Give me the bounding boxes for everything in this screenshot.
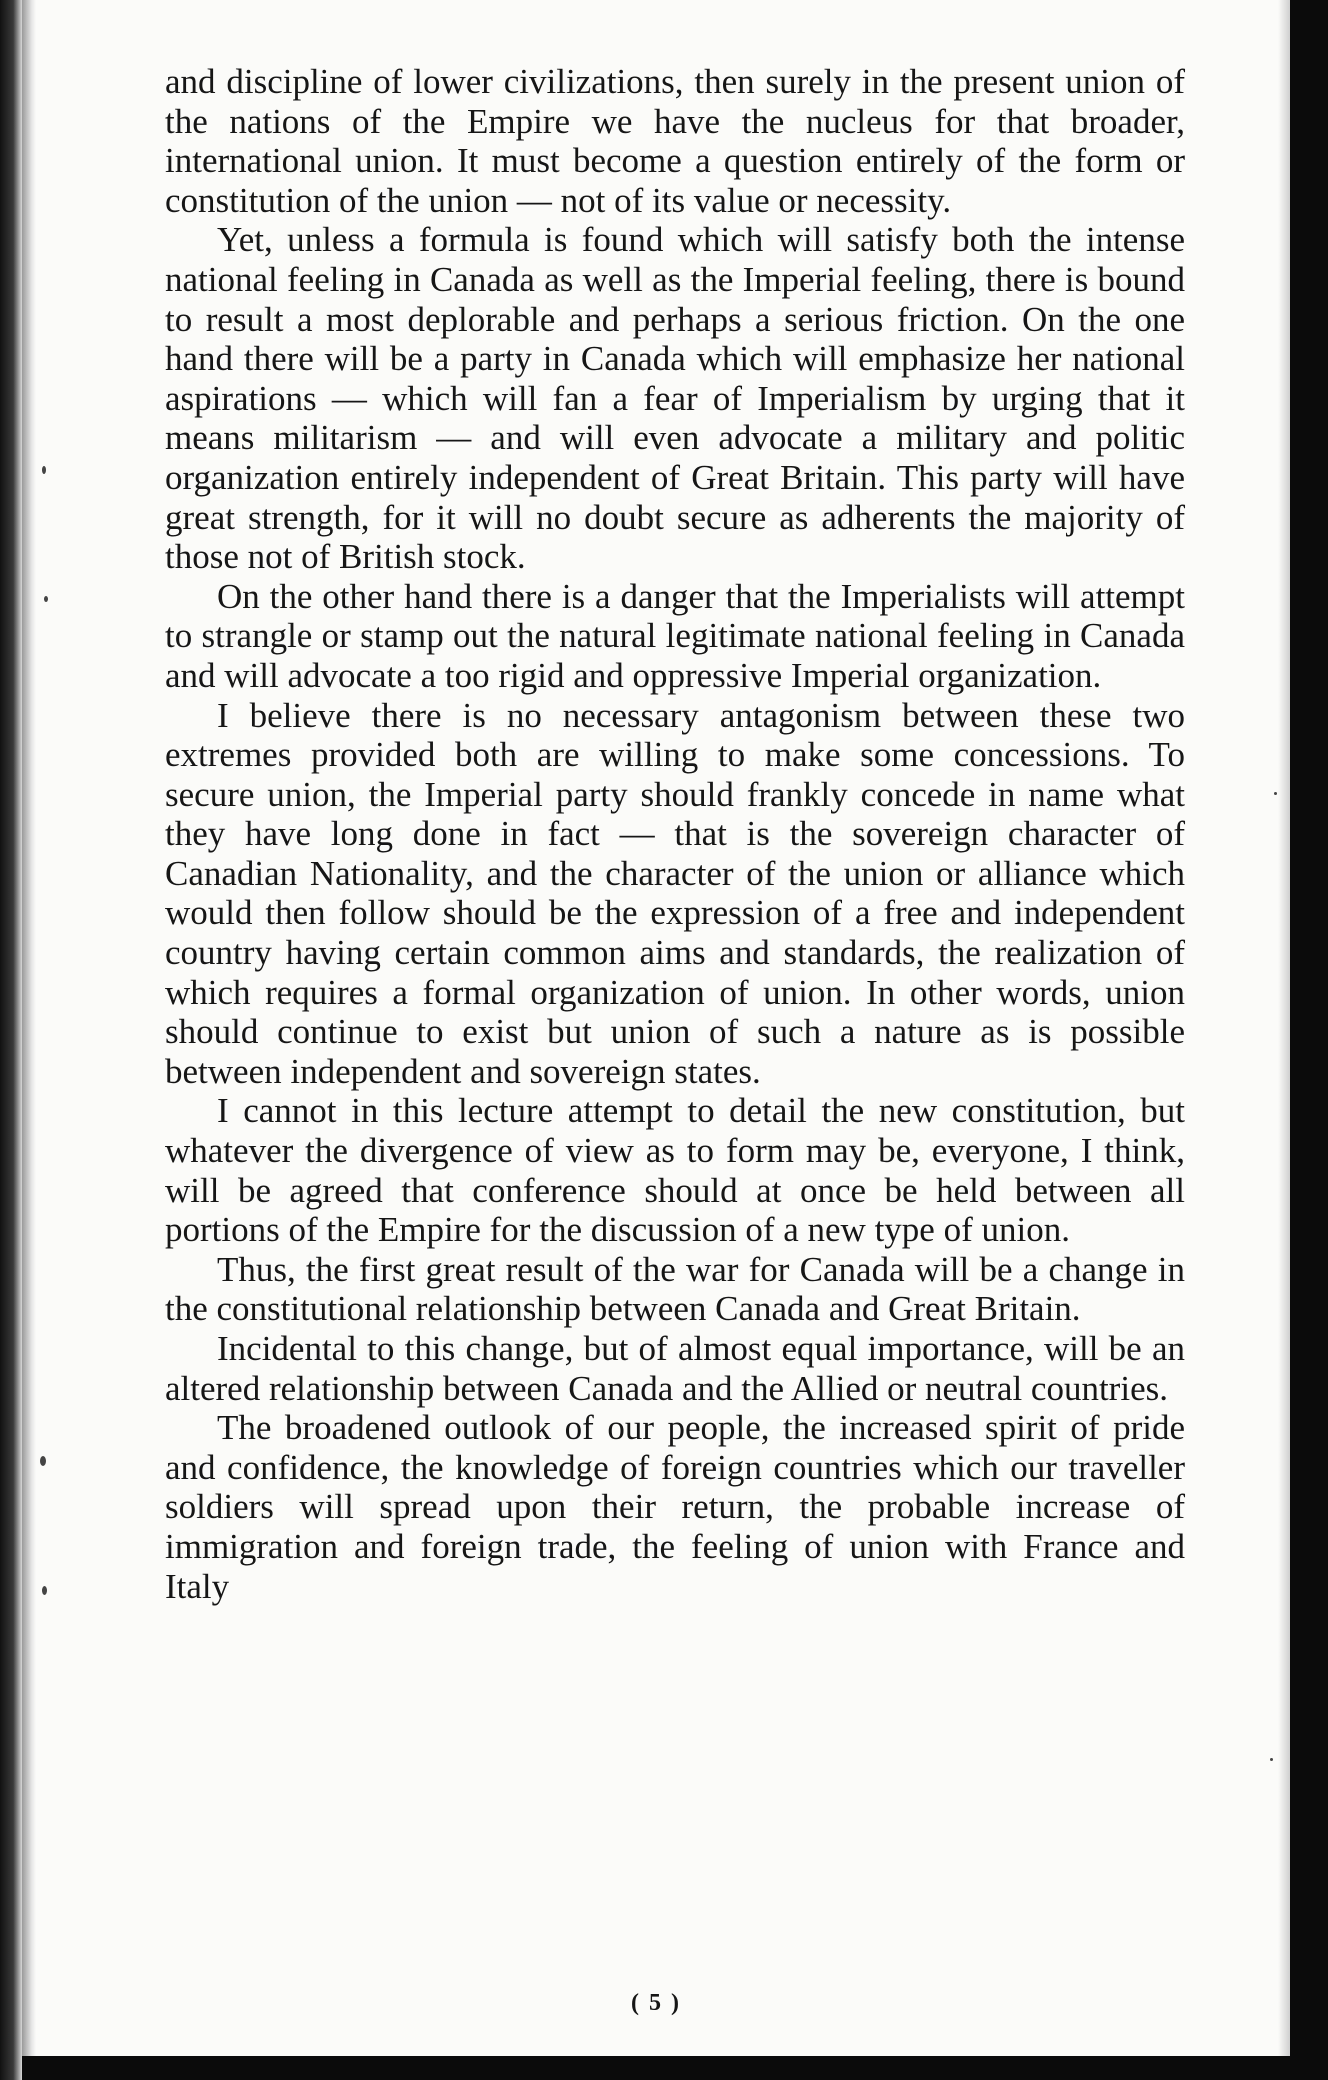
scan-left-edge xyxy=(0,0,22,2080)
margin-speck xyxy=(42,1586,47,1595)
margin-speck xyxy=(42,466,46,474)
body-text xyxy=(165,62,1185,1606)
paragraph: and discipline of lower civilizations, then surely in the present union of the nations of the Empire we have the nucleus for that broader, international union. It must become a question entirely of the form or constitution of the union — not of its value or necessity. xyxy=(165,62,1185,220)
margin-speck xyxy=(1274,792,1277,795)
paragraph: I cannot in this lecture attempt to detail the new constitution, but whatever the divergence of view as to form may be, everyone, I think, will be agreed that conference should at once be held between all portions of the Empire for the discussion of a new type of union. xyxy=(165,1091,1185,1250)
page-binding-crease xyxy=(22,0,36,2056)
paragraph: Thus, the first great result of the war for Canada will be a change in the constitutional relationship between Canada and Great Britain. xyxy=(165,1249,1185,1329)
page-number: ( 5 ) xyxy=(631,1990,681,2016)
paragraph: Yet, unless a formula is found which will satisfy both the intense national feeling in Canada as well as the Imperial feeling, there is bound to result a most deplorable and perhaps a serious friction. On the one hand there will be a party in Canada which will emphasize her national aspirations — which will fan a fear of Imperialism by urging that it means militarism — and will even advocate a military and politic organization entirely independent of Great Britain. This party will have great strength, for it will no doubt secure as adherents the majority of those not of British stock. xyxy=(165,220,1185,577)
paragraph: Incidental to this change, but of almost equal importance, will be an altered relationship between Canada and the Allied or neutral countries. xyxy=(165,1329,1185,1408)
page-right-shadow xyxy=(1278,0,1290,2056)
document-page xyxy=(22,0,1290,2056)
paragraph: The broadened outlook of our people, the increased spirit of pride and confidence, the knowledge of foreign countries which our traveller soldiers will spread upon their return, the probable increase of immigration and foreign trade, the feeling of union with France and Italy xyxy=(165,1408,1185,1606)
paragraph: I believe there is no necessary antagonism between these two extremes provided both are willing to make some concessions. To secure union, the Imperial party should frankly concede in name what they have long done in fact — that is the sovereign character of Canadian Nationality, and the character of the union or alliance which would then follow should be the expression of a free and independent country having certain common aims and standards, the realization of which requires a formal organization of union. In other words, union should continue to exist but union of such a nature as is possible between independent and sovereign states. xyxy=(165,695,1185,1091)
margin-speck xyxy=(44,596,48,602)
margin-speck xyxy=(1270,1758,1273,1761)
paragraph: On the other hand there is a danger that the Imperialists will attempt to strangle or stamp out the natural legitimate national feeling in Canada and will advocate a too rigid and oppressive Imperial organization. xyxy=(165,576,1185,695)
margin-speck xyxy=(40,1456,46,1466)
